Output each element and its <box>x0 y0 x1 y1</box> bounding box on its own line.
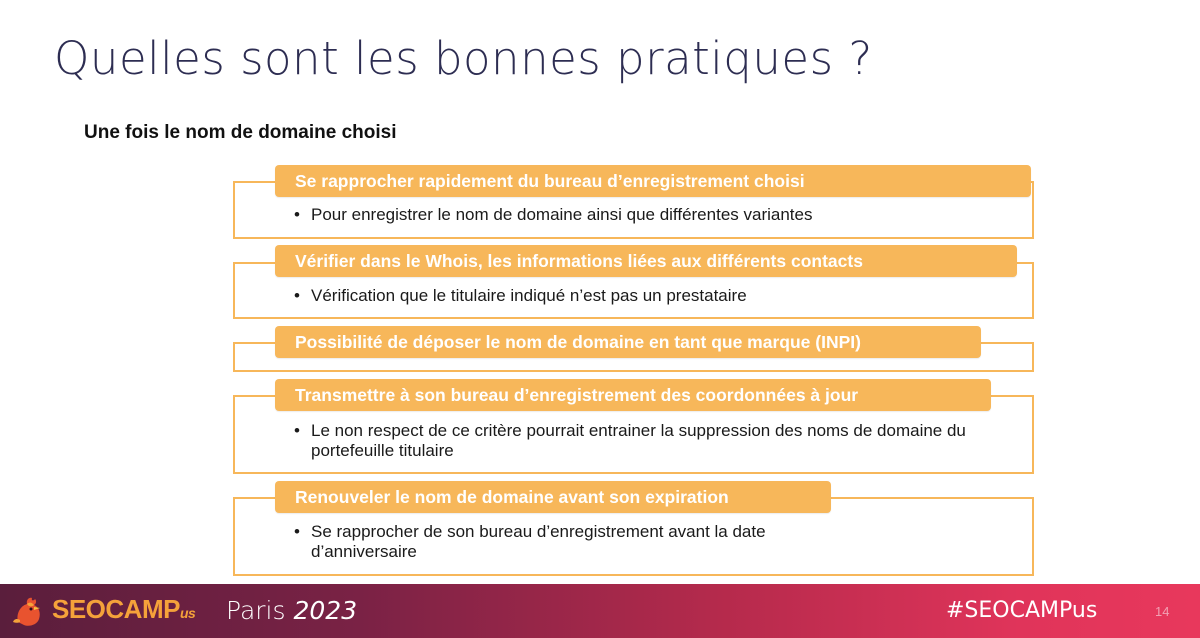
rooster-icon <box>10 592 48 630</box>
brand-main: SEOCAMP <box>52 594 180 624</box>
bullet-text: Pour enregistrer le nom de domaine ainsi que différentes variantes <box>311 205 813 224</box>
bullet-text: Se rapprocher de son bureau d’enregistrement avant la date d’anniversaire <box>311 522 766 561</box>
page-number: 14 <box>1155 604 1170 619</box>
bullet-glyph: • <box>294 205 300 224</box>
brand-logo-text <box>52 594 195 625</box>
hashtag: #SEOCAMPus <box>946 598 1098 623</box>
block-bullet-2 <box>294 286 1014 306</box>
block-header-1: Se rapprocher rapidement du bureau d’enregistrement choisi <box>275 165 1031 197</box>
bullet-glyph: • <box>294 421 300 440</box>
block-bullet-4 <box>294 421 1014 461</box>
brand-suffix: us <box>179 605 196 621</box>
block-bullet-5 <box>294 522 1014 562</box>
footer-bar <box>0 584 1200 638</box>
event-location <box>226 596 357 625</box>
block-header-5: Renouveler le nom de domaine avant son expiration <box>275 481 831 513</box>
bullet-glyph: • <box>294 286 300 305</box>
event-year: 2023 <box>293 596 358 625</box>
bullet-text: Vérification que le titulaire indiqué n’est pas un prestataire <box>311 286 747 305</box>
slide-subtitle: Une fois le nom de domaine choisi <box>84 122 397 143</box>
block-header-4: Transmettre à son bureau d’enregistrement des coordonnées à jour <box>275 379 991 411</box>
bullet-glyph: • <box>294 522 300 541</box>
slide-title: Quelles sont les bonnes pratiques ? <box>54 32 873 85</box>
bullet-text: Le non respect de ce critère pourrait entrainer la suppression des noms de domaine du portefeuille titulaire <box>311 421 966 460</box>
block-bullet-1 <box>294 205 1014 225</box>
block-header-3: Possibilité de déposer le nom de domaine en tant que marque (INPI) <box>275 326 981 358</box>
block-header-2: Vérifier dans le Whois, les informations liées aux différents contacts <box>275 245 1017 277</box>
city-name: Paris <box>226 596 286 625</box>
